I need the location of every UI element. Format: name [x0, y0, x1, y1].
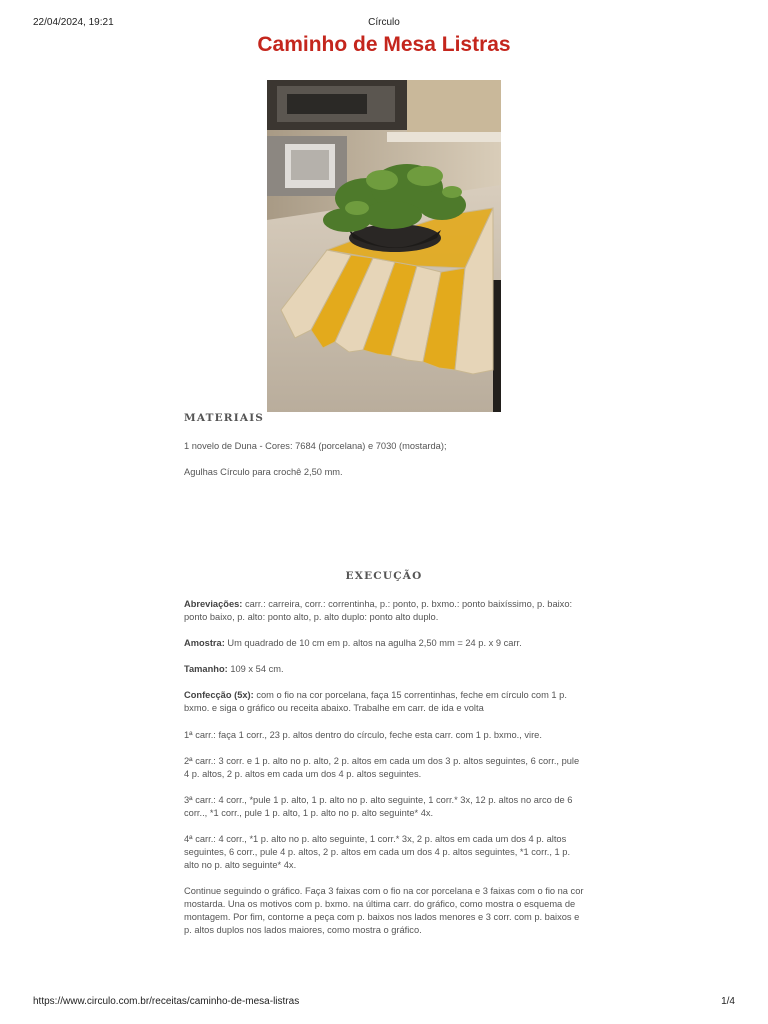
execution-heading: EXECUÇÃO [345, 570, 423, 582]
size-label: Tamanho: [184, 664, 228, 674]
size-paragraph [184, 663, 584, 676]
abbreviations-text: carr.: carreira, corr.: correntinha, p.: ponto, p. bxmo.: ponto baixíssimo, p. baixo: ponto baixo, p. alto: ponto alto, p. alto duplo: ponto alto duplo. [184, 599, 573, 622]
row-2-instructions: 2ª carr.: 3 corr. e 1 p. alto no p. alto, 2 p. altos em cada um dos 3 p. altos seguintes, 6 corr., pule 4 p. altos, 2 p. altos em cada um dos 4 p. altos seguintes. [184, 756, 580, 779]
row-4-instructions: 4ª carr.: 4 corr., *1 p. alto no p. alto seguinte, 1 corr.* 3x, 2 p. altos em cada um dos 4 p. altos seguintes, 6 corr., pule 4 p. altos, 2 p. altos em cada um dos 4 p. altos seguintes, *1 corr., 1 p. alto no p. alto seguinte* 4x. [184, 834, 571, 870]
print-page-number: 1/4 [721, 996, 735, 1007]
making-paragraph [184, 689, 584, 715]
continue-instructions: Continue seguindo o gráfico. Faça 3 faixas com o fio na cor porcelana e 3 faixas com o fio na cor mostarda. Una os motivos com p. bxmo. na última carr. do gráfico, como mostra o esquema de montagem. Por fim, contorne a peça com p. baixos nos lados menores e 3 corr. com p. baixos e p. altos duplos nos lados maiores, como mostra o gráfico. [184, 886, 584, 935]
making-text: com o fio na cor porcelana, faça 15 correntinhas, feche em círculo com 1 p. bxmo. e siga o gráfico ou receita abaixo. Trabalhe em carr. de ida e volta [184, 690, 567, 713]
abbreviations-paragraph [184, 598, 584, 624]
row-1-instructions: 1ª carr.: faça 1 corr., 23 p. altos dentro do círculo, feche esta carr. com 1 p. bxmo., vire. [184, 730, 542, 740]
making-label: Confecção (5x): [184, 690, 254, 700]
abbreviations-label: Abreviações: [184, 599, 243, 609]
sample-text: Um quadrado de 10 cm em p. altos na agulha 2,50 mm = 24 p. x 9 carr. [224, 638, 522, 648]
print-site-title: Círculo [368, 17, 400, 28]
materials-item: 1 novelo de Duna - Cores: 7684 (porcelana) e 7030 (mostarda); [184, 441, 447, 451]
row-3-instructions: 3ª carr.: 4 corr., *pule 1 p. alto, 1 p. alto no p. alto seguinte, 1 corr.* 3x, 12 p. altos no arco de 6 corr.., *1 corr., pule 1 p. alto, 1 p. alto no p. alto seguinte* 4x. [184, 795, 573, 818]
print-date: 22/04/2024, 19:21 [33, 17, 114, 28]
sample-label: Amostra: [184, 638, 225, 648]
sample-paragraph [184, 637, 584, 650]
size-text: 109 x 54 cm. [227, 664, 284, 674]
materials-item: Agulhas Círculo para crochê 2,50 mm. [184, 467, 343, 477]
print-footer-url: https://www.circulo.com.br/receitas/caminho-de-mesa-listras [33, 996, 300, 1007]
page-title: Caminho de Mesa Listras [257, 33, 511, 56]
materials-heading: MATERIAIS [184, 412, 265, 424]
table-runner-photo [267, 80, 501, 412]
